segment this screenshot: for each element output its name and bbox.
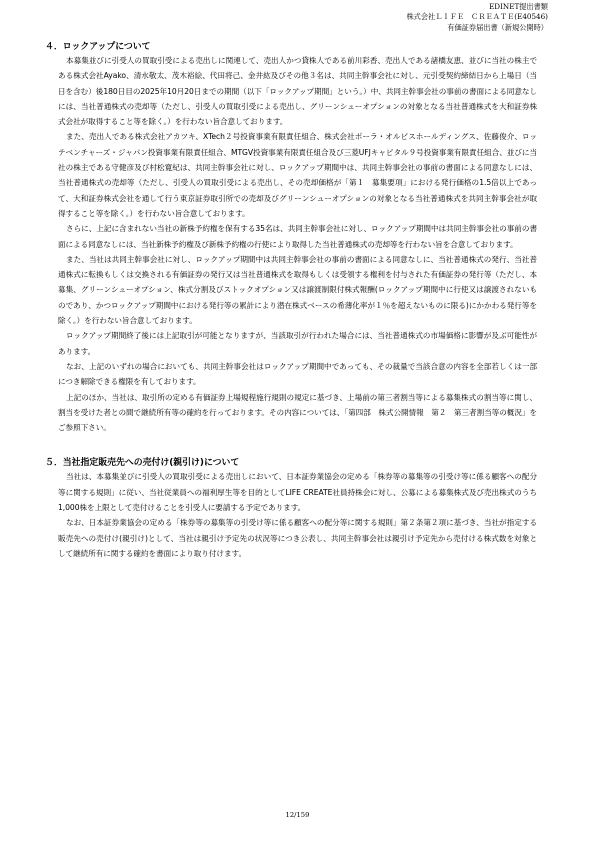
page-number: 12/159 bbox=[285, 811, 310, 819]
section-directed-sale bbox=[45, 457, 537, 561]
edinet-label: EDINET提出書類 bbox=[489, 2, 548, 11]
paragraph: 上記のほか、当社は、取引所の定める有価証券上場規程施行規則の規定に基づき、上場前の第三者割当等による募集株式の割当等に関し、割当を受けた者との間で継続所有等の確約を行っております。その内容については、「第四部 株式公開情報 第２ 第三者割当等の概況」をご参照下さい。 bbox=[58, 392, 537, 433]
section-lockup bbox=[45, 41, 537, 435]
paragraph: 本募集並びに引受人の買取引受による売出しに関連して、売出人かつ貸株人である前川彩香、売出人である諸橋友恵、並びに当社の株主である株式会社Ayako、清水敬太、茂木裕絵、代田将己、金井紘及びその他３名は、共同主幹事会社に対し、元引受契約締結日から上場日（当日を含む）後180日目の2025年10月20日までの期間（以下「ロックアップ期間」という。）中、共同主幹事会社の事前の書面による同意なしには、当社普通株式の売却等（ただし、引受人の買取引受による売出し、グリーンシューオプションの対象となる当社普通株式を大和証券株式会社が取得すること等を除く。）を行わない旨合意しております。 bbox=[58, 56, 537, 127]
paragraph: ロックアップ期間終了後には上記取引が可能となりますが、当該取引が行われた場合には、当社普通株式の市場価格に影響が及ぶ可能性があります。 bbox=[58, 331, 537, 356]
document-header bbox=[406, 2, 548, 33]
section-title: ５．当社指定販売先への売付け(親引け)について bbox=[45, 458, 240, 469]
paragraph: 当社は、本募集並びに引受人の買取引受による売出しにおいて、日本証券業協会の定める「株券等の募集等の引受け等に係る顧客への配分等に関する規則」に従い、当社従業員への福利厚生等を目的としてLIFE CREATE社員持株会に対し、公募による募集株式及び売出株式のうち1,000株を上限として売付けることを引受人に要請する予定であります。 bbox=[58, 472, 537, 513]
paragraph: また、売出人である株式会社アカツキ、XTech２号投資事業有限責任組合、株式会社ポーラ・オルビスホールディングス、佐藤俊介、ロッテベンチャーズ・ジャパン投資事業有限責任組合、MTGV投資事業有限責任組合及び三菱UFJキャピタル９号投資事業有限責任組合、並びに当社の株主である守健彦及び村松寛紀は、共同主幹事会社に対し、ロックアップ期間中は、共同主幹事会社の事前の書面による同意なしには、当社普通株式の売却等（ただし、引受人の買取引受による売出し、その売却価格が「第１ 募集要項」における発行価格の1.5倍以上であって、大和証券株式会社を通して行う東京証券取引所での売却及びグリーンシューオプションの対象となる当社普通株式を共同主幹事会社が取得すること等を除く。）を行わない旨合意しております。 bbox=[58, 132, 537, 218]
paragraph: なお、上記のいずれの場合においても、共同主幹事会社はロックアップ期間中であっても、その裁量で当該合意の内容を全部若しくは一部につき解除できる権限を有しております。 bbox=[58, 361, 537, 387]
section-title: ４．ロックアップについて bbox=[45, 42, 151, 52]
paragraph: なお、日本証券業協会の定める「株券等の募集等の引受け等に係る顧客への配分等に関する規則」第２条第２項に基づき、当社が指定する販売先への売付け(親引け)として、当社は親引け予定先の状況等につき公表し、共同主幹事会社は親引け予定先から売付ける株式数を対象として継続所有に関する確約を書面により取り付けます。 bbox=[58, 518, 537, 558]
company-name: 株式会社ＬＩＦＥ ＣＲＥＡＴＥ(E40546) bbox=[406, 12, 548, 22]
document-type: 有価証券届出書（新規公開時） bbox=[447, 22, 548, 32]
paragraph: また、当社は共同主幹事会社に対し、ロックアップ期間中は共同主幹事会社の事前の書面による同意なしに、当社普通株式の発行、当社普通株式に転換もしくは交換される有価証券の発行又は当社普通株式を取得もしくは受領する権利を付与された有価証券の発行等（ただし、本募集、グリーンシューオプション、株式分割及びストックオプション又は譲渡制限付株式報酬(ロックアップ期間中に行使又は譲渡されないものであり、かつロックアップ期間中における発行等の累計により潜在株式ベースの希薄化率が１％を超えないものに限る)にかかわる発行等を除く。）を行わない旨合意しております。 bbox=[58, 254, 537, 326]
document-body bbox=[45, 38, 537, 561]
paragraph: さらに、上記に含まれない当社の新株予約権を保有する35名は、共同主幹事会社に対し、ロックアップ期間中は共同主幹事会社の事前の書面による同意なしには、当社新株予約権及び新株予約権の行使により取得した当社普通株式の売却等を行わない旨を合意しております。 bbox=[58, 224, 537, 249]
